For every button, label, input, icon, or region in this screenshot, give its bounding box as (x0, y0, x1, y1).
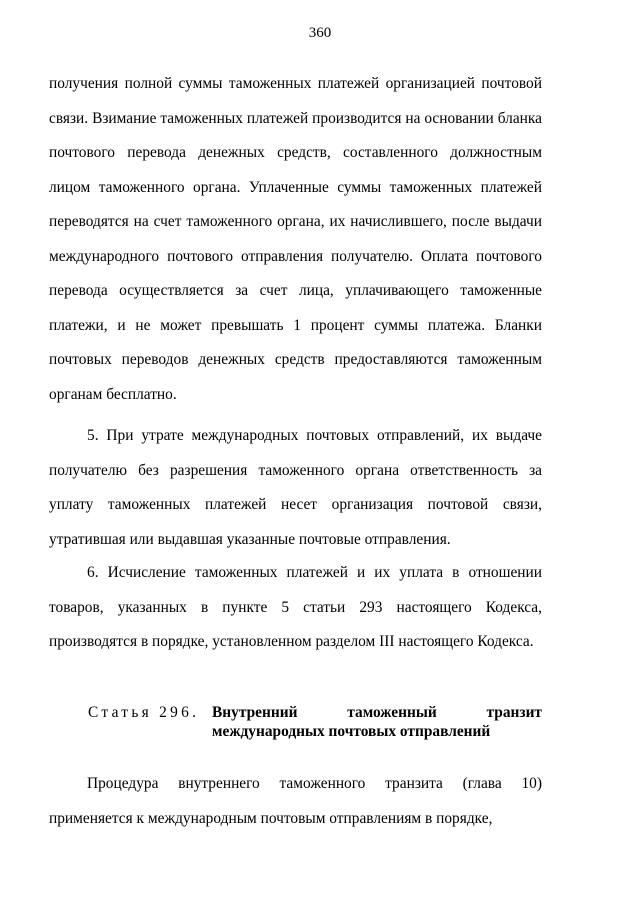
article-title: Внутренний таможенный транзит международных почтовых отправлений (212, 704, 542, 740)
page-number: 360 (308, 25, 332, 41)
paragraph-article-296-body: Процедура внутреннего таможенного транзита (глава 10) применяется к международным почтовым отправлениям в порядке, (49, 775, 542, 827)
paragraph-item-6: 6. Исчисление таможенных платежей и их уплата в отношении товаров, указанных в пункте 5 статьи 293 настоящего Кодекса, производятся в порядке, установленном разделом III настоящего Кодекса. (49, 564, 542, 650)
article-label: Статья 296. (88, 704, 200, 721)
paragraph-item-5: 5. При утрате международных почтовых отправлений, их выдаче получателю без разрешения таможенного органа ответственность за уплату таможенных платежей несет организация почтовой связи, утратившая или выдавшая указанные почтовые отправления. (49, 427, 542, 548)
paragraph-customs-payments-continuation: получения полной суммы таможенных платежей организацией почтовой связи. Взимание таможенных платежей производится на основании бланка почтового перевода денежных средств, составленного должностным лицом таможенного органа. Уплаченные суммы таможенных платежей переводятся на счет таможенного органа, их начислившего, после выдачи международного почтового отправления получателю. Оплата почтового перевода осуществляется за счет лица, уплачивающего таможенные платежи, и не может превышать 1 процент суммы платежа. Бланки почтовых переводов денежных средств предоставляются таможенным органам бесплатно. (49, 75, 542, 403)
